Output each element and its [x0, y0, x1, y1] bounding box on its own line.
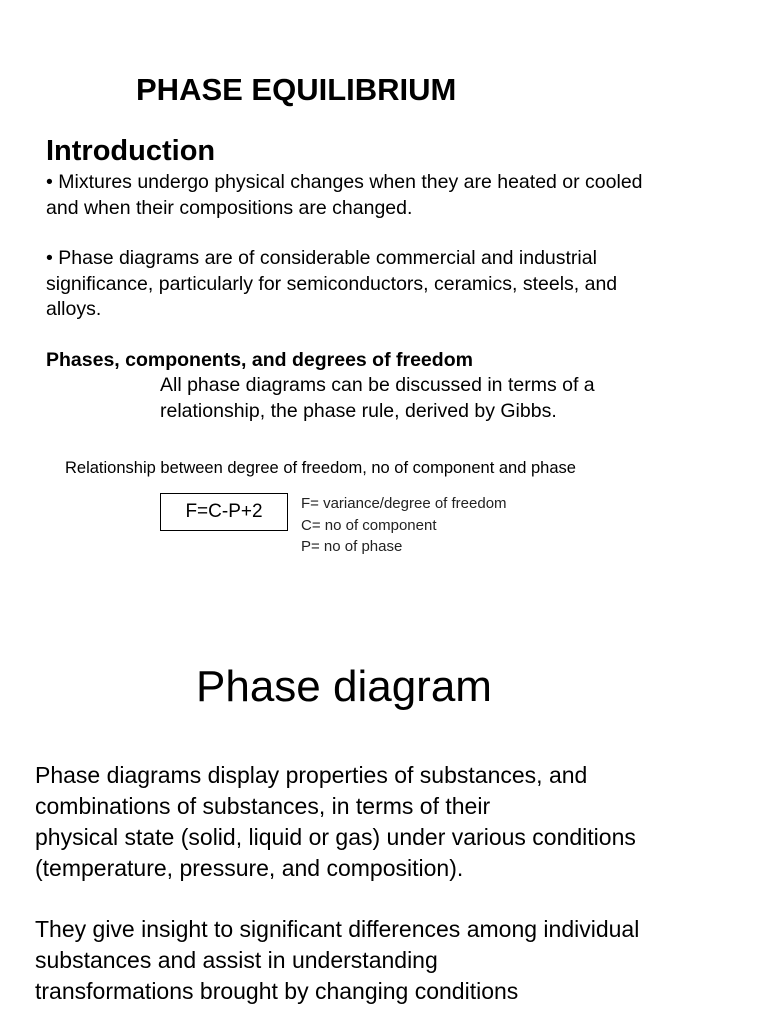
formula-legend: [301, 493, 507, 558]
text-line: (temperature, pressure, and composition).: [35, 855, 464, 881]
legend-item: F= variance/degree of freedom: [301, 495, 507, 512]
relationship-caption: Relationship between degree of freedom, no of component and phase: [65, 459, 576, 477]
text-line: transformations brought by changing conditions: [35, 978, 519, 1004]
text-line: substances and assist in understanding: [35, 947, 438, 973]
text-line: All phase diagrams can be discussed in terms of a: [160, 374, 595, 396]
phase-rule-formula-box: [160, 493, 288, 531]
phases-heading: Phases, components, and degrees of freedom: [46, 349, 473, 371]
intro-bullet-phase-diagrams: [46, 246, 617, 323]
phase-diagram-paragraph-2: [35, 914, 639, 1007]
text-line: alloys.: [46, 298, 102, 320]
text-line: They give insight to significant differences among individual: [35, 916, 640, 942]
phase-rule-formula: F=C-P+2: [185, 501, 263, 522]
text-line: Phase diagrams display properties of substances, and: [35, 762, 588, 788]
text-line: • Phase diagrams are of considerable commercial and industrial: [46, 247, 597, 269]
text-line: • Mixtures undergo physical changes when they are heated or cooled: [46, 171, 643, 193]
page-title: PHASE EQUILIBRIUM: [136, 72, 457, 107]
text-line: relationship, the phase rule, derived by Gibbs.: [160, 399, 557, 422]
text-line: physical state (solid, liquid or gas) under various conditions: [35, 824, 636, 850]
text-line: and when their compositions are changed.: [46, 196, 413, 219]
phase-diagram-title: Phase diagram: [196, 662, 492, 711]
phase-diagram-paragraph-1: [35, 760, 636, 884]
intro-bullet-mixtures: [46, 170, 643, 221]
text-line: combinations of substances, in terms of their: [35, 793, 491, 819]
phase-rule-text: [160, 373, 595, 424]
introduction-heading: Introduction: [46, 135, 216, 167]
legend-item: C= no of component: [301, 516, 437, 534]
text-line: significance, particularly for semiconductors, ceramics, steels, and: [46, 272, 618, 295]
legend-item: P= no of phase: [301, 538, 403, 555]
